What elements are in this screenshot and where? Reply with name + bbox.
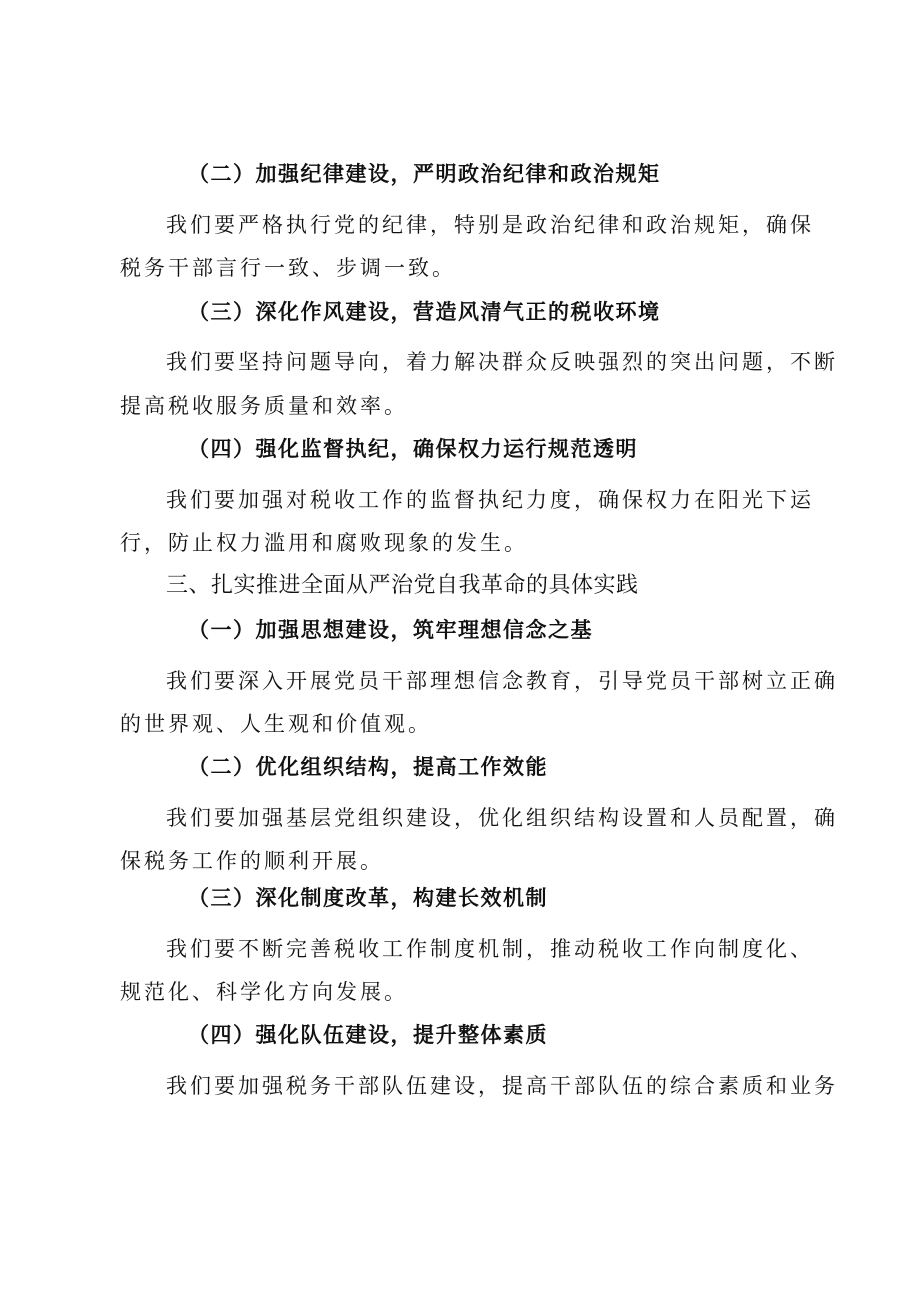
paragraph-line: 我们要加强税务干部队伍建设，提高干部队伍的综合素质和业务	[166, 1074, 838, 1098]
paragraph-line: 提高税收服务质量和效率。	[120, 394, 408, 418]
section-heading-three: 三、扎实推进全面从严治党自我革命的具体实践	[166, 573, 639, 598]
paragraph-line: 我们要加强基层党组织建设，优化组织结构设置和人员配置，确	[166, 806, 838, 830]
paragraph-line: 保税务工作的顺利开展。	[120, 849, 384, 873]
paragraph-line: 我们要深入开展党员干部理想信念教育，引导党员干部树立正确	[166, 669, 838, 693]
paragraph-line: 我们要加强对税收工作的监督执纪力度，确保权力在阳光下运	[166, 488, 814, 512]
paragraph-line: 规范化、科学化方向发展。	[120, 980, 408, 1004]
sub-heading-supervision: （四）强化监督执纪，确保权力运行规范透明	[188, 436, 638, 461]
paragraph-line: 我们要严格执行党的纪律，特别是政治纪律和政治规矩，确保	[166, 213, 814, 237]
paragraph-line: 我们要不断完善税收工作制度机制，推动税收工作向制度化、	[166, 937, 814, 961]
paragraph-line: 行，防止权力滥用和腐败现象的发生。	[120, 531, 528, 555]
paragraph-line: 税务干部言行一致、步调一致。	[120, 256, 456, 280]
sub-heading-organization: （二）优化组织结构，提高工作效能	[188, 754, 548, 779]
sub-heading-ideology: （一）加强思想建设，筑牢理想信念之基	[188, 617, 593, 642]
paragraph-line: 我们要坚持问题导向，着力解决群众反映强烈的突出问题，不断	[166, 350, 838, 374]
sub-heading-team: （四）强化队伍建设，提升整体素质	[188, 1022, 548, 1047]
sub-heading-discipline: （二）加强纪律建设，严明政治纪律和政治规矩	[188, 161, 661, 186]
sub-heading-institution: （三）深化制度改革，构建长效机制	[188, 885, 548, 910]
paragraph-line: 的世界观、人生观和价值观。	[120, 712, 432, 736]
sub-heading-work-style: （三）深化作风建设，营造风清气正的税收环境	[188, 299, 661, 324]
